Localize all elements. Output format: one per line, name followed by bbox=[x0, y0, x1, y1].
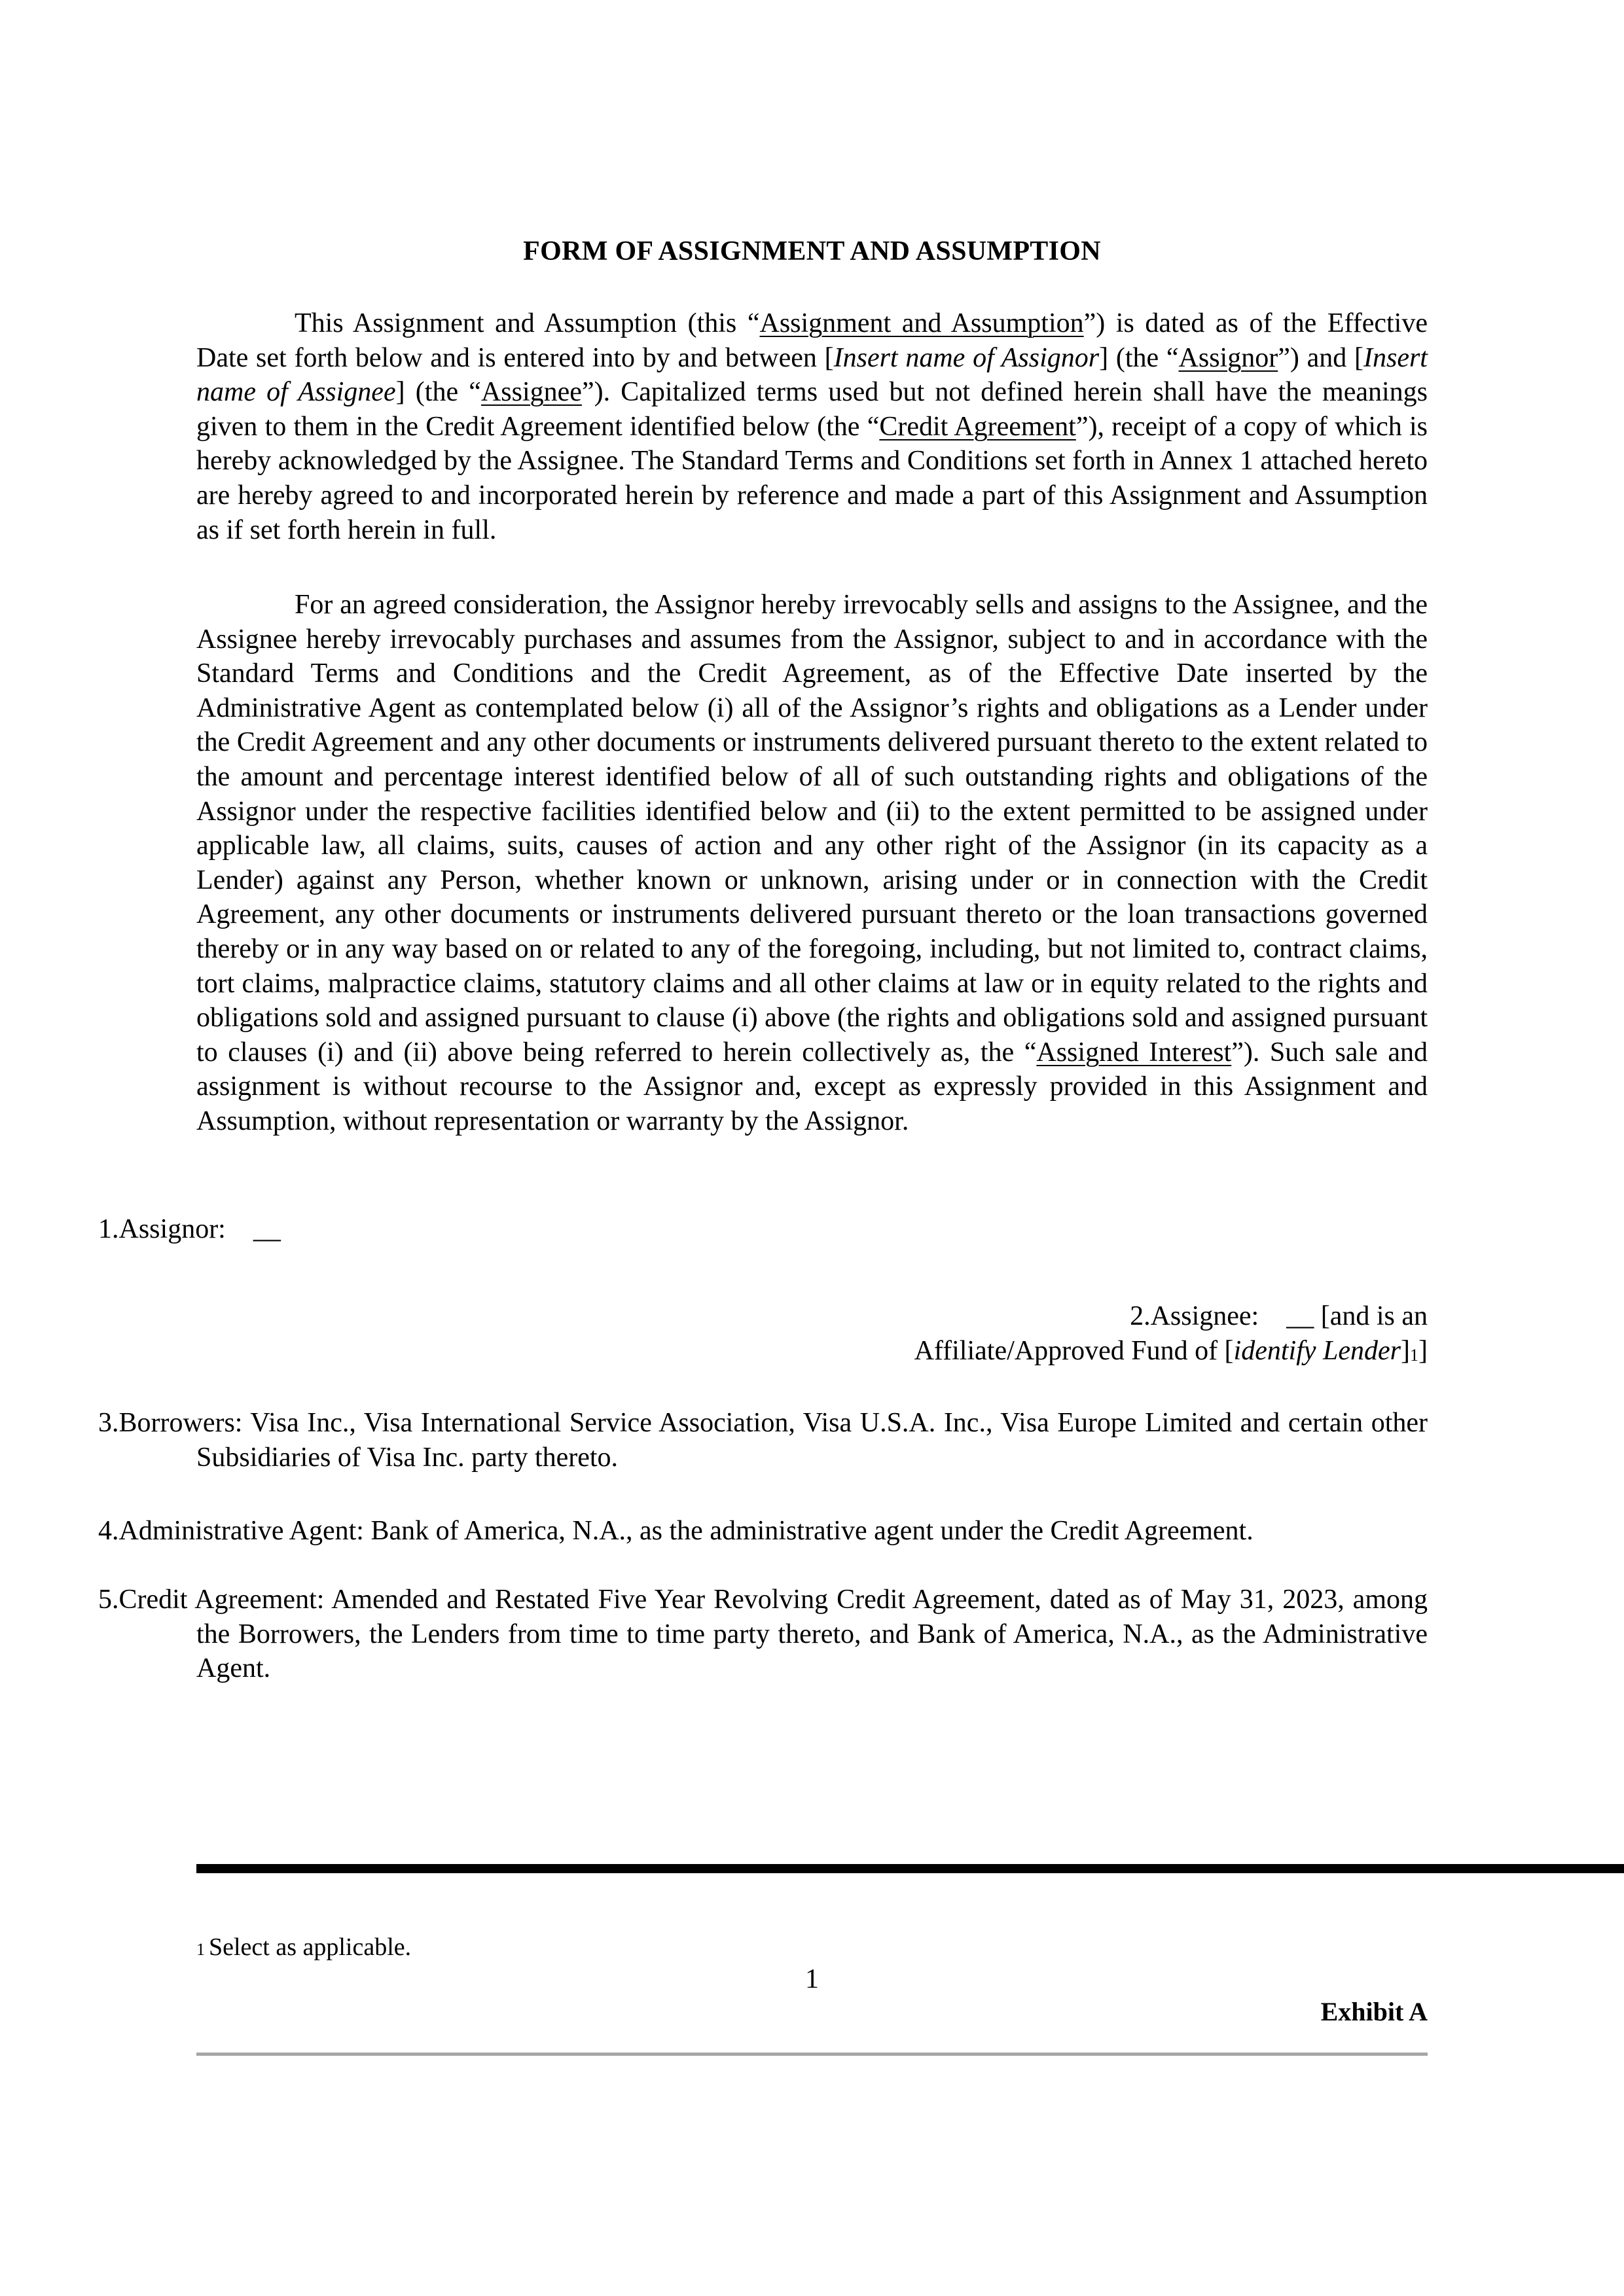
defined-term-assignment-and-assumption: Assignment and Assumption bbox=[759, 308, 1084, 338]
para1-text-1: This Assignment and Assumption (this “ bbox=[295, 308, 760, 338]
document-title: FORM OF ASSIGNMENT AND ASSUMPTION bbox=[523, 236, 1101, 266]
footnote-reference[interactable]: 1 bbox=[1410, 1345, 1418, 1365]
footnote-mark: 1 bbox=[196, 1940, 205, 1959]
footnote bbox=[196, 1931, 411, 1966]
defined-term-assigned-interest: Assigned Interest bbox=[1036, 1037, 1232, 1067]
item-administrative-agent: 4.Administrative Agent: Bank of America, N.A., as the administrative agent under the Credit Agreement. bbox=[98, 1516, 1254, 1546]
para1-text-2: ”) is dated as of the Effective Date set forth below and is entered into by and between [ bbox=[196, 308, 1428, 373]
defined-term-credit-agreement: Credit Agreement bbox=[879, 411, 1076, 442]
para1-text-6: ”). Capitalized terms used but not defined herein shall have the meanings given to them in the Credit Agreement identified below (the “ bbox=[196, 377, 1428, 442]
item-credit-agreement: 5.Credit Agreement: Amended and Restated Five Year Revolving Credit Agreement, dated as of May 31, 2023, among the Borrowers, the Lenders from time to time party thereto, and Bank of America, N.A., as the Administrative Agent. bbox=[98, 1585, 1428, 1684]
para1-text-3: ] (the “ bbox=[1099, 342, 1179, 373]
para1-text-7: ”), receipt of a copy of which is hereby acknowledged by the Assignee. The Standard Terms and Conditions set forth in Annex 1 attached hereto are hereby agreed to and incorporated herein by reference and made a part of this Assignment and Assumption as if set forth herein in full. bbox=[196, 411, 1428, 545]
exhibit-label: Exhibit A bbox=[1320, 1997, 1428, 2026]
footnote-text: Select as applicable. bbox=[209, 1933, 412, 1961]
defined-term-assignee: Assignee bbox=[480, 377, 582, 408]
assignee-line-1: 2.Assignee: __ [and is an bbox=[1130, 1301, 1428, 1331]
item-borrowers: 3.Borrowers: Visa Inc., Visa International Service Association, Visa U.S.A. Inc., Visa Europe Limited and certain other Subsidiaries of Visa Inc. party thereto. bbox=[98, 1408, 1428, 1473]
footnote-separator bbox=[196, 1864, 1624, 1873]
assignee-line-2 bbox=[577, 1334, 1428, 1372]
para2-text-1: For an agreed consideration, the Assignor hereby irrevocably sells and assigns to the Assignee, and the Assignee hereby irrevocably purchases and assumes from the Assignor, subject to and in accordance with the Standard Terms and Conditions and the Credit Agreement, as of the Effective Date inserted by the Administrative Agent as contemplated below (i) all of the Assignor’s rights and obligations as a Lender under the Credit Agreement and any other documents or instruments delivered pursuant thereto to the extent related to the amount and percentage interest identified below of all of such outstanding rights and obligations of the Assignor under the respective facilities identified below and (ii) to the extent permitted to be assigned under applicable law, all claims, suits, causes of action and any other right of the Assignor (in its capacity as a Lender) against any Person, whether known or unknown, arising under or in connection with the Credit Agreement, any other documents or instruments delivered pursuant thereto or the loan transactions governed thereby or in any way based on or related to any of the foregoing, including, but not limited to, contract claims, tort claims, malpractice claims, statutory claims and all other claims at law or in equity related to the rights and obligations sold and assigned pursuant to clause (i) above (the rights and obligations sold and assigned pursuant to clauses (i) and (ii) above being referred to herein collectively as, the “ bbox=[196, 590, 1428, 1067]
paragraph-intro bbox=[196, 306, 1428, 547]
placeholder-assignor-name: Insert name of Assignor bbox=[833, 342, 1100, 373]
page-number: 1 bbox=[805, 1964, 819, 1994]
para1-text-5: ] (the “ bbox=[395, 377, 481, 408]
footer-divider bbox=[196, 2053, 1428, 2056]
item-assignor: 1.Assignor: __ bbox=[98, 1214, 281, 1244]
placeholder-identify-lender: identify Lender bbox=[1233, 1335, 1401, 1366]
placeholder-assignee-name: Insert name of Assignee bbox=[196, 342, 1428, 408]
assignee-bracket-close: ] bbox=[1401, 1335, 1410, 1366]
item-assignee bbox=[577, 1299, 1428, 1371]
assignee-affiliate-text: Affiliate/Approved Fund of [ bbox=[914, 1335, 1234, 1366]
assignee-bracket-close-outer: ] bbox=[1418, 1335, 1428, 1366]
defined-term-assignor: Assignor bbox=[1178, 342, 1278, 373]
para1-text-4: ”) and [ bbox=[1278, 342, 1363, 373]
para2-text-2: ”). Such sale and assignment is without recourse to the Assignor and, except as expressly provided in this Assignment and Assumption, without representation or warranty by the Assignor. bbox=[196, 1037, 1428, 1136]
paragraph-consideration bbox=[196, 588, 1428, 1139]
